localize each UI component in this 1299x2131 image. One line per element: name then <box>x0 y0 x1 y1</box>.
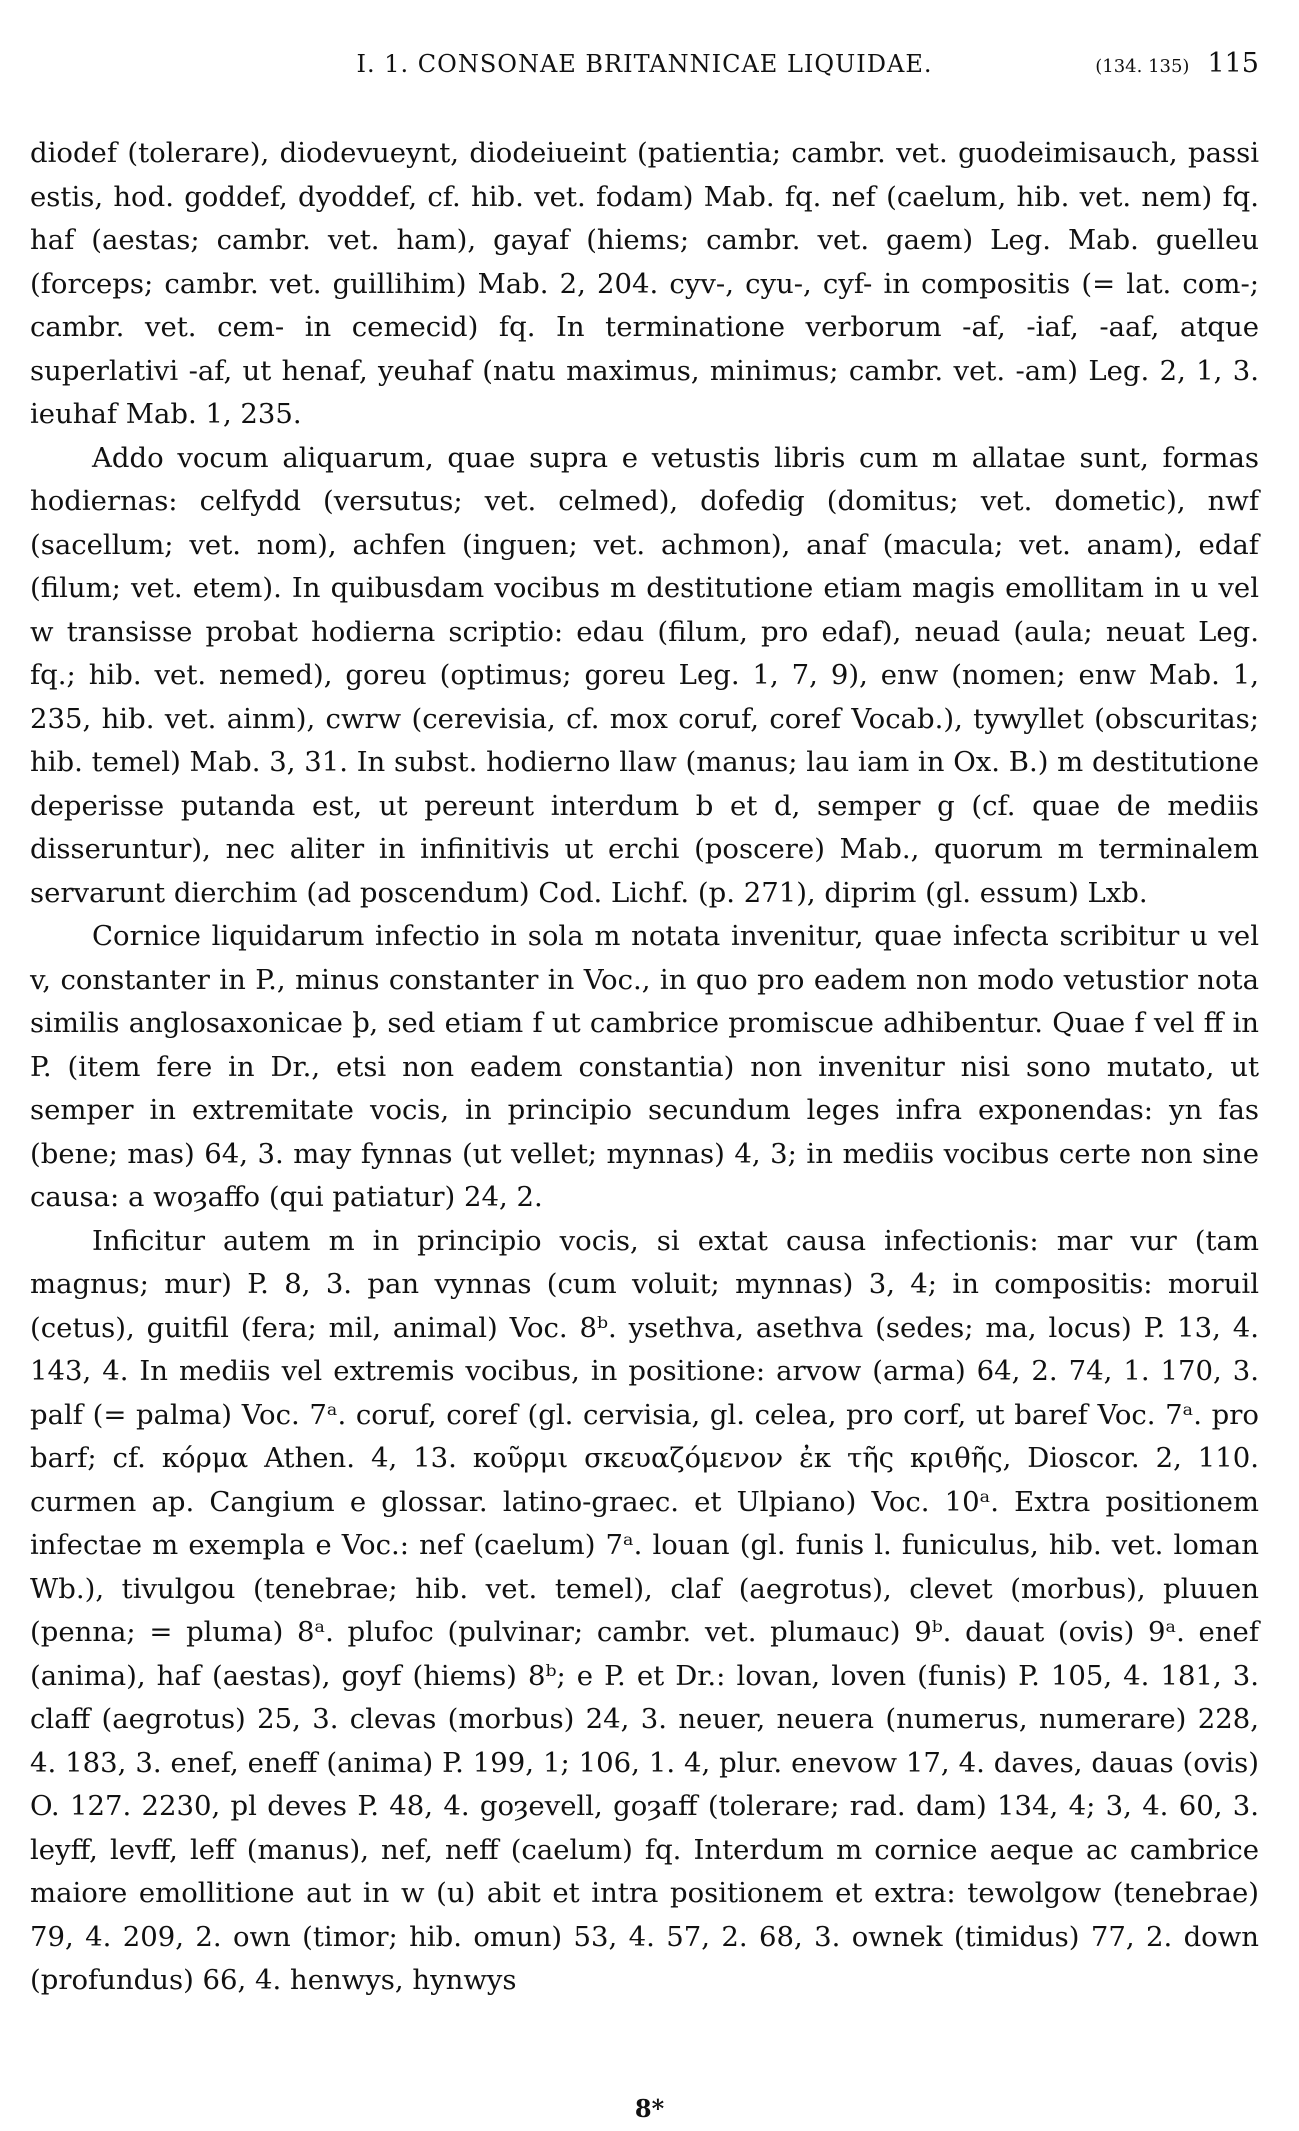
page-number: 115 <box>1207 48 1259 79</box>
paragraph-4: Inficitur autem m in principio vocis, si extat causa infectionis: mar vur (tam magnus; mur) P. 8, 3. pan vynnas (cum voluit; mynnas) 3, 4; in compositis: moruil (cetus), guitfil (fera; mil, animal) Voc. 8ᵇ. ysethva, asethva (sedes; ma, locus) P. 13, 4. 143, 4. In mediis vel extremis vocibus, in positione: arvow (arma) 64, 2. 74, 1. 170, 3. palf (= palma) Voc. 7ᵃ. coruf, coref (gl. cervisia, gl. celea, pro corf, ut baref Voc. 7ᵃ. pro barf; cf. κόρμα Athen. 4, 13. κοῦρμι σκευαζόμενον ἐκ τῆς κριθῆς, Dioscor. 2, 110. curmen ap. Cangium e glossar. latino-graec. et Ulpiano) Voc. 10ᵃ. Extra positionem infectae m exempla e Voc.: nef (caelum) 7ᵃ. louan (gl. funis l. funiculus, hib. vet. loman Wb.), tivulgou (tenebrae; hib. vet. temel), claf (aegrotus), clevet (morbus), pluuen (penna; = pluma) 8ᵃ. plufoc (pulvinar; cambr. vet. plumauc) 9ᵇ. dauat (ovis) 9ᵃ. enef (anima), haf (aestas), goyf (hiems) 8ᵇ; e P. et Dr.: lovan, loven (funis) P. 105, 4. 181, 3. claff (aegrotus) 25, 3. clevas (morbus) 24, 3. neuer, neuera (numerus, numerare) 228, 4. 183, 3. enef, eneff (anima) P. 199, 1; 106, 1. 4, plur. enevow 17, 4. daves, dauas (ovis) O. 127. 2230, pl deves P. 48, 4. goȝevell, goȝaff (tolerare; rad. dam) 134, 4; 3, 4. 60, 3. leyff, levff, leff (manus), nef, neff (caelum) fq. Interdum m cornice aeque ac cambrice maiore emollitione aut in w (u) abit et intra positionem et extra: tewolgow (tenebrae) 79, 4. 209, 2. own (timor; hib. omun) 53, 4. 57, 2. 68, 3. ownek (timidus) 77, 2. down (profundus) 66, 4. henwys, hynwys <box>30 1224 1259 1996</box>
paragraph-2: Addo vocum aliquarum, quae supra e vetustis libris cum m allatae sunt, formas hodiernas: celfydd (versutus; vet. celmed), dofedig (domitus; vet. dometic), nwf (sacellum; vet. nom), achfen (inguen; vet. achmon), anaf (macula; vet. anam), edaf (filum; vet. etem). In quibusdam vocibus m destitutione etiam magis emollitam in u vel w transisse probat hodierna scriptio: edau (filum, pro edaf), neuad (aula; neuat Leg. fq.; hib. vet. nemed), goreu (optimus; goreu Leg. 1, 7, 9), enw (nomen; enw Mab. 1, 235, hib. vet. ainm), cwrw (cerevisia, cf. mox coruf, coref Vocab.), tywyllet (obscuritas; hib. temel) Mab. 3, 31. In subst. hodierno llaw (manus; lau iam in Ox. B.) m destitutione deperisse putanda est, ut pereunt interdum b et d, semper g (cf. quae de mediis disseruntur), nec aliter in infinitivis ut erchi (poscere) Mab., quorum m terminalem servarunt dierchim (ad poscendum) Cod. Lichf. (p. 271), diprim (gl. essum) Lxb. <box>30 441 1259 909</box>
signature-mark: 8* <box>634 2094 665 2123</box>
paragraph-1: diodef (tolerare), diodevueynt, diodeiueint (patientia; cambr. vet. guodeimisauch, passi estis, hod. goddef, dyoddef, cf. hib. vet. fodam) Mab. fq. nef (caelum, hib. vet. nem) fq. haf (aestas; cambr. vet. ham), gayaf (hiems; cambr. vet. gaem) Leg. Mab. guelleu (forceps; cambr. vet. guillihim) Mab. 2, 204. cyv-, cyu-, cyf- in compositis (= lat. com-; cambr. vet. cem- in cemecid) fq. In terminatione verborum -af, -iaf, -aaf, atque superlativi -af, ut henaf, yeuhaf (natu maximus, minimus; cambr. vet. -am) Leg. 2, 1, 3. ieuhaf Mab. 1, 235. <box>30 137 1259 430</box>
paragraph-3: Cornice liquidarum infectio in sola m notata invenitur, quae infecta scribitur u vel v, constanter in P., minus constanter in Voc., in quo pro eadem non modo vetustior nota similis anglosaxonicae þ, sed etiam f ut cambrice promiscue adhibentur. Quae f vel ff in P. (item fere in Dr., etsi non eadem constantia) non invenitur nisi sono mutato, ut semper in extremitate vocis, in principio secundum leges infra exponendas: yn fas (bene; mas) 64, 3. may fynnas (ut vellet; mynnas) 4, 3; in mediis vocibus certe non sine causa: a woȝaffo (qui patiatur) 24, 2. <box>30 920 1259 1213</box>
running-header <box>30 42 1259 92</box>
header-page-info <box>1095 48 1259 79</box>
header-title: I. 1. CONSONAE BRITANNICAE LIQUIDAE. <box>356 50 933 78</box>
body-text <box>30 132 1259 2003</box>
paragraph-reference: (134. 135) <box>1095 56 1190 77</box>
